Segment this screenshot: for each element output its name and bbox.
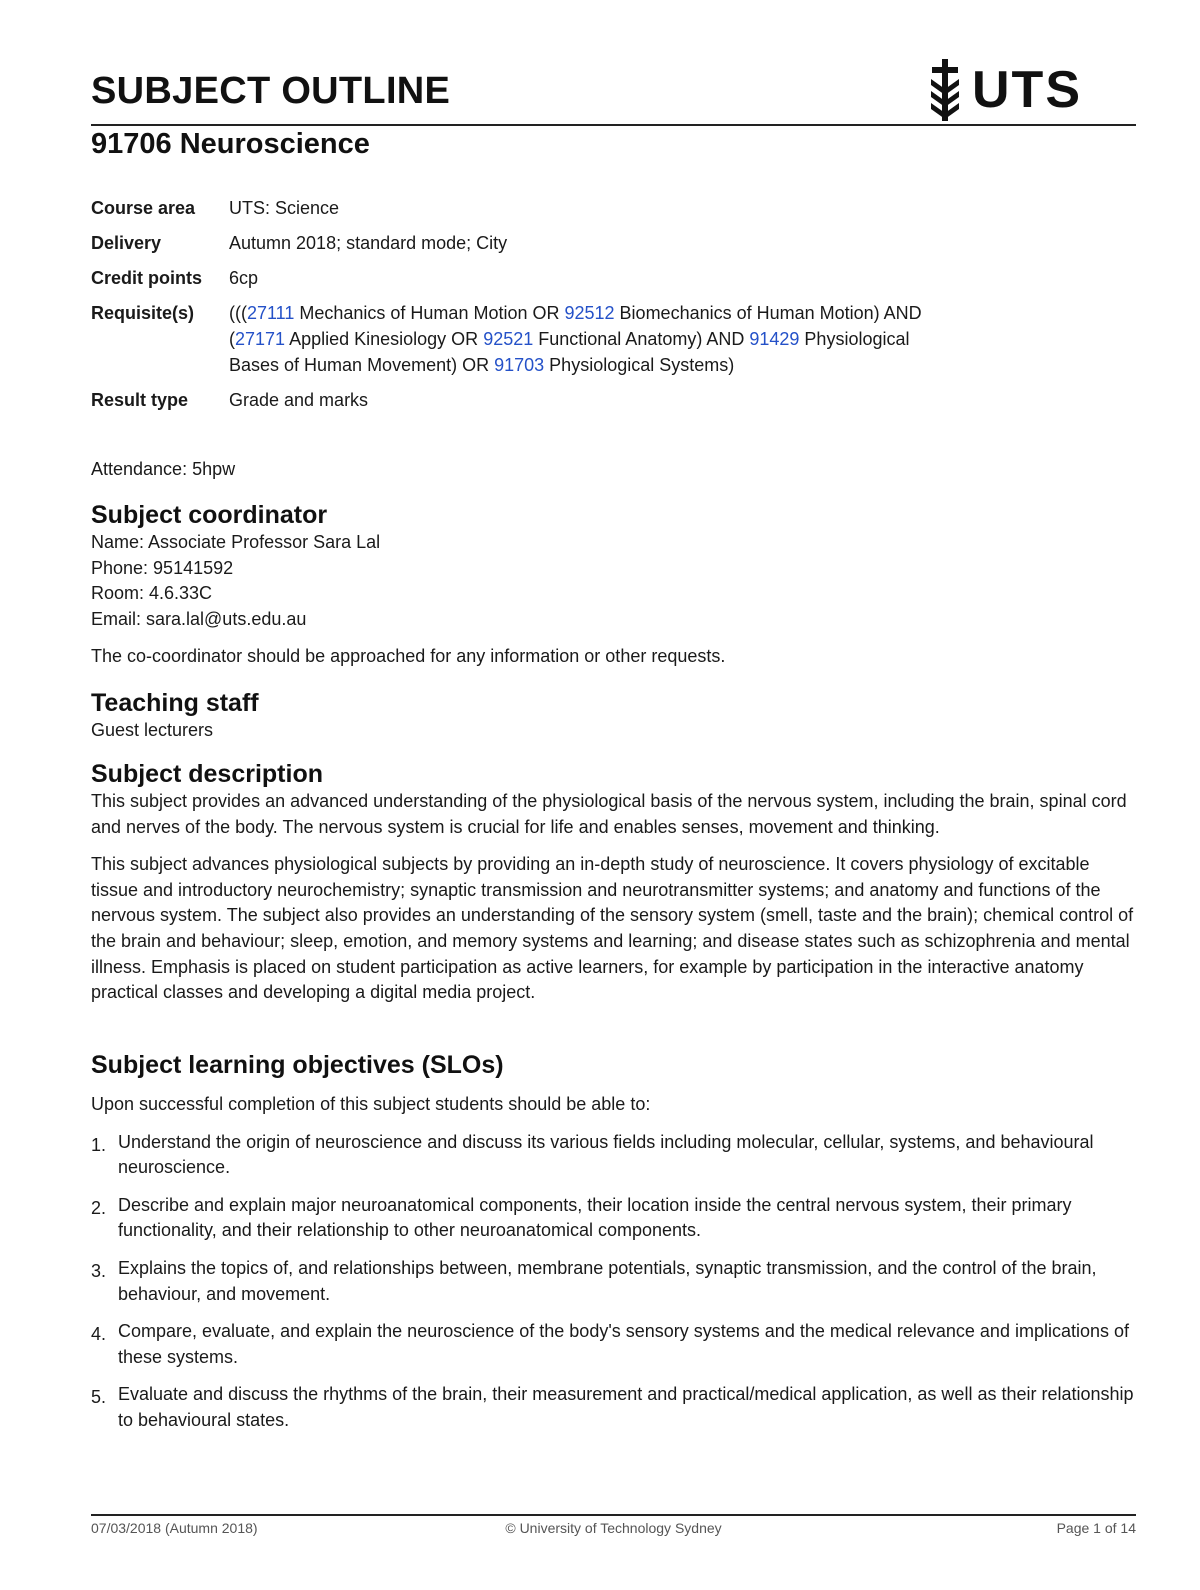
teaching-section xyxy=(91,688,1136,744)
list-item xyxy=(91,1130,1136,1181)
coordinator-email: Email: sara.lal@uts.edu.au xyxy=(91,608,307,629)
requisites-row xyxy=(91,300,1091,378)
requisites-text: Applied Kinesiology OR xyxy=(285,329,484,349)
description-paragraph-2: This subject advances physiological subjects by providing an in-depth study of neuroscience. It covers physiology of excitable tissue and introductory neurochemistry; synaptic transmission and neurotransmitter systems; and anatomy and functions of the nervous system. The subject also provides an understanding of the sensory system (smell, taste and the brain); chemical control of the brain and behaviour; sleep, emotion, and memory systems and learning; and disease states such as schizophrenia and mental illness. Emphasis is placed on student participation as active learners, for example by participation in the interactive anatomy practical classes and developing a digital media project. xyxy=(91,854,1134,1003)
list-item xyxy=(91,1382,1136,1433)
footer-date: 07/03/2018 (Autumn 2018) xyxy=(91,1520,258,1536)
footer-copyright: © University of Technology Sydney xyxy=(505,1520,722,1536)
objective-text: Compare, evaluate, and explain the neuroscience of the body's sensory systems and the medical relevance and implications of these systems. xyxy=(118,1321,1130,1367)
requisite-link-91703[interactable]: 91703 xyxy=(494,355,545,375)
header-divider xyxy=(91,124,1136,126)
attendance-text: Attendance: 5hpw xyxy=(91,459,236,479)
requisite-link-92512[interactable]: 92512 xyxy=(564,303,615,323)
coordinator-heading: Subject coordinator xyxy=(91,501,328,529)
objective-text: Evaluate and discuss the rhythms of the brain, their measurement and practical/medical application, as well as their relationship to behavioural states. xyxy=(118,1384,1134,1430)
requisite-link-91429[interactable]: 91429 xyxy=(749,329,800,349)
requisite-link-27171[interactable]: 27171 xyxy=(235,329,286,349)
list-item xyxy=(91,1319,1136,1370)
objective-number: 1. xyxy=(91,1134,107,1155)
coordinator-room: Room: 4.6.33C xyxy=(91,583,213,604)
description-section xyxy=(91,759,1136,1006)
delivery-value: Autumn 2018; standard mode; City xyxy=(229,233,508,253)
requisite-link-27111[interactable]: 27111 xyxy=(246,303,295,323)
objective-number: 4. xyxy=(91,1324,107,1345)
teaching-text: Guest lecturers xyxy=(91,720,214,740)
requisites-text: Functional Anatomy) AND xyxy=(533,329,750,349)
teaching-heading: Teaching staff xyxy=(91,689,259,717)
requisites-value xyxy=(229,300,929,378)
objectives-intro: Upon successful completion of this subject students should be able to: xyxy=(91,1094,651,1114)
requisites-label: Requisite(s) xyxy=(91,303,195,323)
coordinator-section xyxy=(91,500,1136,670)
document-title: SUBJECT OUTLINE xyxy=(91,70,451,112)
credit-points-row xyxy=(91,265,1091,291)
requisites-text: Biomechanics of Human Motion) AND ( xyxy=(229,303,922,349)
objectives-list xyxy=(91,1130,1136,1434)
course-area-label: Course area xyxy=(91,198,196,218)
delivery-label: Delivery xyxy=(91,233,162,253)
objective-number: 5. xyxy=(91,1387,107,1408)
course-area-row xyxy=(91,195,1091,221)
footer-page-number: Page 1 of 14 xyxy=(1056,1520,1136,1536)
objectives-heading: Subject learning objectives (SLOs) xyxy=(91,1051,504,1079)
result-type-row xyxy=(91,387,1091,413)
list-item xyxy=(91,1193,1136,1244)
list-item xyxy=(91,1256,1136,1307)
requisites-text: Mechanics of Human Motion OR xyxy=(294,303,565,323)
objectives-section xyxy=(91,1050,1136,1434)
subject-details xyxy=(91,195,1091,422)
uts-crest-icon xyxy=(928,59,962,121)
result-type-value: Grade and marks xyxy=(229,390,369,410)
requisites-text: ((( xyxy=(229,303,247,323)
coordinator-note: The co-coordinator should be approached for any information or other requests. xyxy=(91,646,726,667)
coordinator-phone: Phone: 95141592 xyxy=(91,557,234,578)
coordinator-name: Name: Associate Professor Sara Lal xyxy=(91,532,381,552)
objective-text: Understand the origin of neuroscience and discuss its various fields including molecular, cellular, systems, and behavioural neuroscience. xyxy=(118,1131,1094,1178)
objective-number: 3. xyxy=(91,1260,107,1281)
delivery-row xyxy=(91,230,1091,256)
objective-text: Describe and explain major neuroanatomical components, their location inside the central nervous system, their primary functionality, and their relationship to other neuroanatomical components. xyxy=(118,1194,1072,1241)
requisites-text: Physiological Bases of Human Movement) OR xyxy=(229,329,910,375)
subject-title: 91706 Neuroscience xyxy=(91,128,370,160)
credit-points-label: Credit points xyxy=(91,268,202,288)
page-footer xyxy=(91,1520,1136,1536)
uts-logo xyxy=(928,58,1098,122)
result-type-label: Result type xyxy=(91,390,189,410)
description-paragraph-1: This subject provides an advanced understanding of the physiological basis of the nervous system, including the brain, spinal cord and nerves of the body. The nervous system is crucial for life and enables senses, movement and thinking. xyxy=(91,791,1127,837)
objective-text: Explains the topics of, and relationships between, membrane potentials, synaptic transmission, and the control of the brain, behaviour, and movement. xyxy=(118,1257,1097,1304)
description-heading: Subject description xyxy=(91,760,323,788)
uts-logo-text: UTS xyxy=(972,61,1082,119)
footer-divider xyxy=(91,1514,1136,1516)
course-area-value: UTS: Science xyxy=(229,198,340,218)
requisite-link-92521[interactable]: 92521 xyxy=(483,329,534,349)
objective-number: 2. xyxy=(91,1197,107,1218)
requisites-text: Physiological Systems) xyxy=(544,355,735,375)
credit-points-value: 6cp xyxy=(229,268,259,288)
